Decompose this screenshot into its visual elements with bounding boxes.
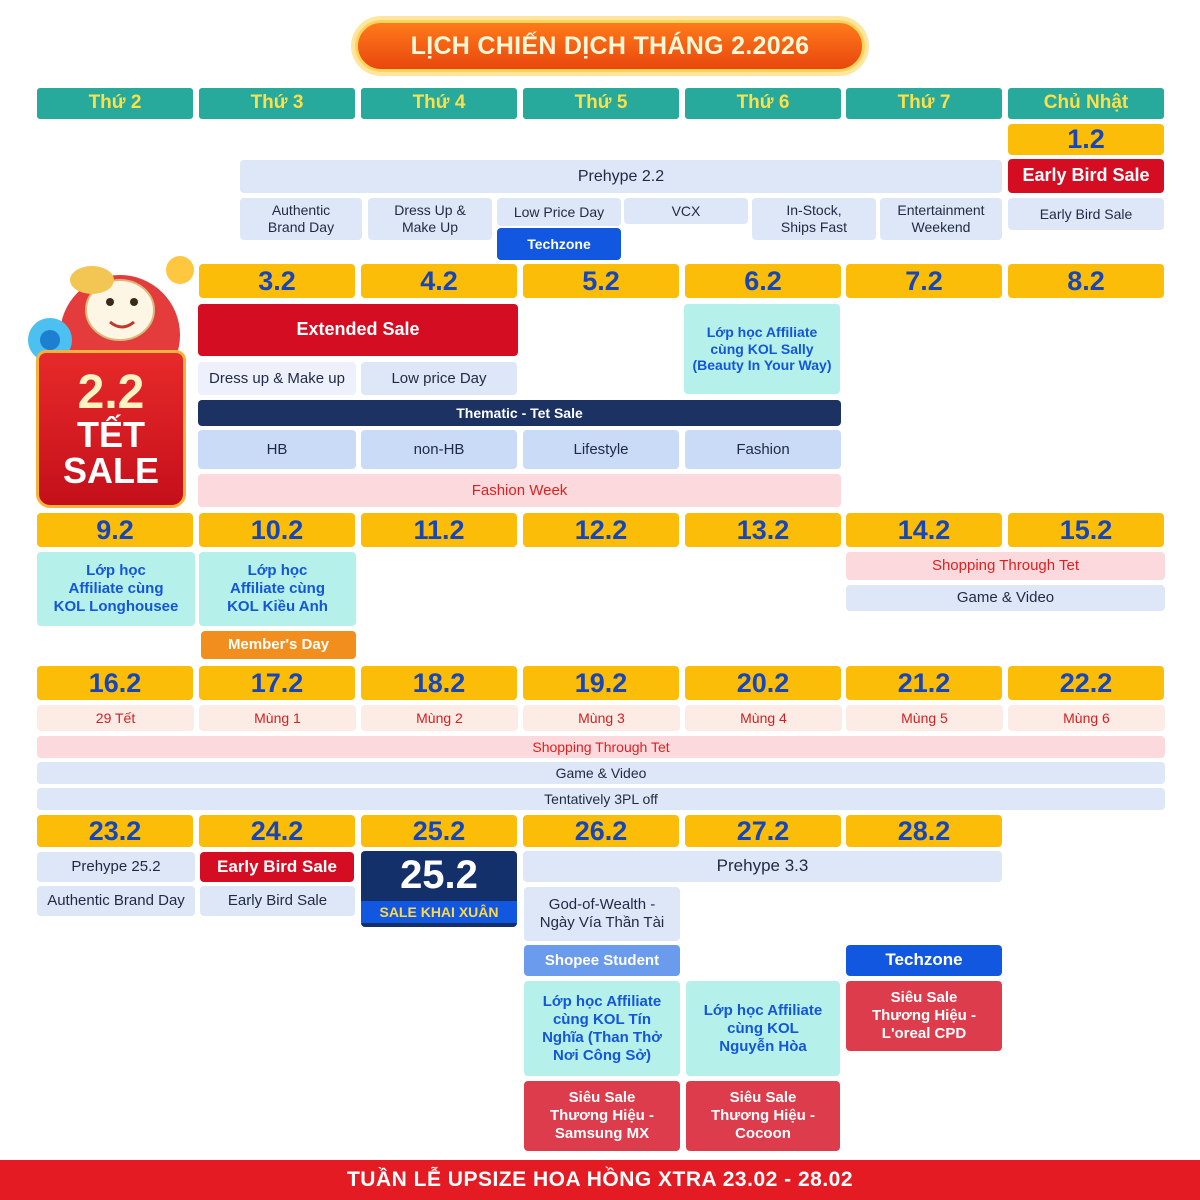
date-cell: 20.2 [685, 666, 841, 700]
date-cell: 28.2 [846, 815, 1002, 847]
members-day-badge[interactable]: Member's Day [201, 631, 356, 659]
date-cell: 27.2 [685, 815, 841, 847]
extended-sale-badge[interactable]: Extended Sale [198, 304, 518, 356]
lunar-day-label: Mùng 1 [199, 705, 356, 731]
date-cell: 18.2 [361, 666, 517, 700]
day-header-thu: Thứ 5 [523, 88, 679, 119]
prehype-bar[interactable]: Prehype 2.2 [240, 160, 1002, 193]
lunar-day-label: Mùng 6 [1008, 705, 1165, 731]
entertainment-weekend[interactable]: Entertainment Weekend [880, 198, 1002, 240]
shopping-through-tet-bar-2[interactable]: Shopping Through Tet [37, 736, 1165, 758]
date-cell: 25.2 [361, 815, 517, 847]
game-video-bar-2[interactable]: Game & Video [37, 762, 1165, 784]
techzone-badge-2[interactable]: Techzone [846, 945, 1002, 976]
authentic-brand-day[interactable]: Authentic Brand Day [240, 198, 362, 240]
tet-sale-date: 2.2 [77, 366, 145, 419]
date-cell: 1.2 [1008, 124, 1164, 155]
date-cell: 21.2 [846, 666, 1002, 700]
techzone-badge[interactable]: Techzone [497, 228, 621, 260]
dress-up-make-up[interactable]: Dress Up & Make Up [368, 198, 492, 240]
category-fashion[interactable]: Fashion [685, 430, 841, 469]
authentic-brand-day-2[interactable]: Authentic Brand Day [37, 886, 195, 916]
early-bird-sale-badge-2[interactable]: Early Bird Sale [200, 852, 354, 882]
affiliate-class-nguyen-hoa[interactable]: Lớp học Affiliate cùng KOL Nguyễn Hòa [686, 981, 840, 1076]
sieu-sale-cocoon[interactable]: Siêu Sale Thương Hiệu - Cocoon [686, 1081, 840, 1151]
sale-khai-xuan-date: 25.2 [400, 852, 478, 897]
dress-up-make-up-2[interactable]: Dress up & Make up [198, 362, 356, 395]
day-header-mon: Thứ 2 [37, 88, 193, 119]
date-cell: 9.2 [37, 513, 193, 547]
date-cell: 16.2 [37, 666, 193, 700]
fashion-week-bar[interactable]: Fashion Week [198, 474, 841, 507]
shopee-student-badge[interactable]: Shopee Student [524, 945, 680, 976]
day-header-wed: Thứ 4 [361, 88, 517, 119]
low-price-day-2[interactable]: Low price Day [361, 362, 517, 395]
footer-banner: TUẦN LỄ UPSIZE HOA HỒNG XTRA 23.02 - 28.02 [0, 1160, 1200, 1200]
day-header-fri: Thứ 6 [685, 88, 841, 119]
date-cell: 5.2 [523, 264, 679, 298]
date-cell: 10.2 [199, 513, 355, 547]
date-cell: 8.2 [1008, 264, 1164, 298]
early-bird-sale-badge[interactable]: Early Bird Sale [1008, 159, 1164, 193]
date-cell: 22.2 [1008, 666, 1164, 700]
sale-khai-xuan-label: SALE KHAI XUÂN [361, 901, 517, 924]
day-header-sat: Thứ 7 [846, 88, 1002, 119]
sale-khai-xuan-card[interactable] [361, 851, 517, 927]
lunar-day-label: Mùng 2 [361, 705, 518, 731]
thematic-tet-sale-bar[interactable]: Thematic - Tet Sale [198, 400, 841, 426]
prehype-25-2[interactable]: Prehype 25.2 [37, 852, 195, 882]
date-cell: 15.2 [1008, 513, 1164, 547]
affiliate-class-kieu-anh[interactable]: Lớp học Affiliate cùng KOL Kiều Anh [199, 552, 356, 626]
date-cell: 3.2 [199, 264, 355, 298]
date-cell: 6.2 [685, 264, 841, 298]
day-header-sun: Chủ Nhật [1008, 88, 1164, 119]
early-bird-sale-sunday[interactable]: Early Bird Sale [1008, 198, 1164, 230]
date-cell: 4.2 [361, 264, 517, 298]
lunar-day-label: Mùng 5 [846, 705, 1003, 731]
lunar-day-label: Mùng 4 [685, 705, 842, 731]
lunar-day-label: Mùng 3 [523, 705, 680, 731]
category-lifestyle[interactable]: Lifestyle [523, 430, 679, 469]
early-bird-sale-2[interactable]: Early Bird Sale [200, 886, 355, 916]
tet-sale-badge [36, 350, 186, 508]
lunar-day-label: 29 Tết [37, 705, 194, 731]
category-non-hb[interactable]: non-HB [361, 430, 517, 469]
sieu-sale-samsung[interactable]: Siêu Sale Thương Hiệu - Samsung MX [524, 1081, 680, 1151]
prehype-3-3-bar[interactable]: Prehype 3.3 [523, 851, 1002, 882]
low-price-day[interactable]: Low Price Day [497, 198, 621, 226]
day-header-tue: Thứ 3 [199, 88, 355, 119]
category-hb[interactable]: HB [198, 430, 356, 469]
date-cell: 12.2 [523, 513, 679, 547]
date-cell: 7.2 [846, 264, 1002, 298]
date-cell: 11.2 [361, 513, 517, 547]
date-cell: 14.2 [846, 513, 1002, 547]
tet-sale-label: SALE [62, 450, 159, 491]
game-video-bar[interactable]: Game & Video [846, 585, 1165, 611]
affiliate-class-sally[interactable]: Lớp học Affiliate cùng KOL Sally (Beauty In Your Way) [684, 304, 840, 394]
date-cell: 26.2 [523, 815, 679, 847]
sieu-sale-loreal[interactable]: Siêu Sale Thương Hiệu - L'oreal CPD [846, 981, 1002, 1051]
affiliate-class-tin-nghia[interactable]: Lớp học Affiliate cùng KOL Tín Nghĩa (Than Thở Nơi Công Sở) [524, 981, 680, 1076]
date-cell: 24.2 [199, 815, 355, 847]
date-cell: 13.2 [685, 513, 841, 547]
god-of-wealth-day[interactable]: God-of-Wealth - Ngày Vía Thần Tài [524, 887, 680, 941]
tet-sale-word: TẾT [77, 414, 145, 455]
date-cell: 23.2 [37, 815, 193, 847]
date-cell: 19.2 [523, 666, 679, 700]
affiliate-class-longhousee[interactable]: Lớp học Affiliate cùng KOL Longhousee [37, 552, 195, 626]
vcx-badge[interactable]: VCX [624, 198, 748, 224]
in-stock-ships-fast[interactable]: In-Stock, Ships Fast [752, 198, 876, 240]
date-cell: 17.2 [199, 666, 355, 700]
shopping-through-tet-bar[interactable]: Shopping Through Tet [846, 552, 1165, 580]
page-title: LỊCH CHIẾN DỊCH THÁNG 2.2026 [355, 20, 865, 72]
tentatively-3pl-off-bar[interactable]: Tentatively 3PL off [37, 788, 1165, 810]
